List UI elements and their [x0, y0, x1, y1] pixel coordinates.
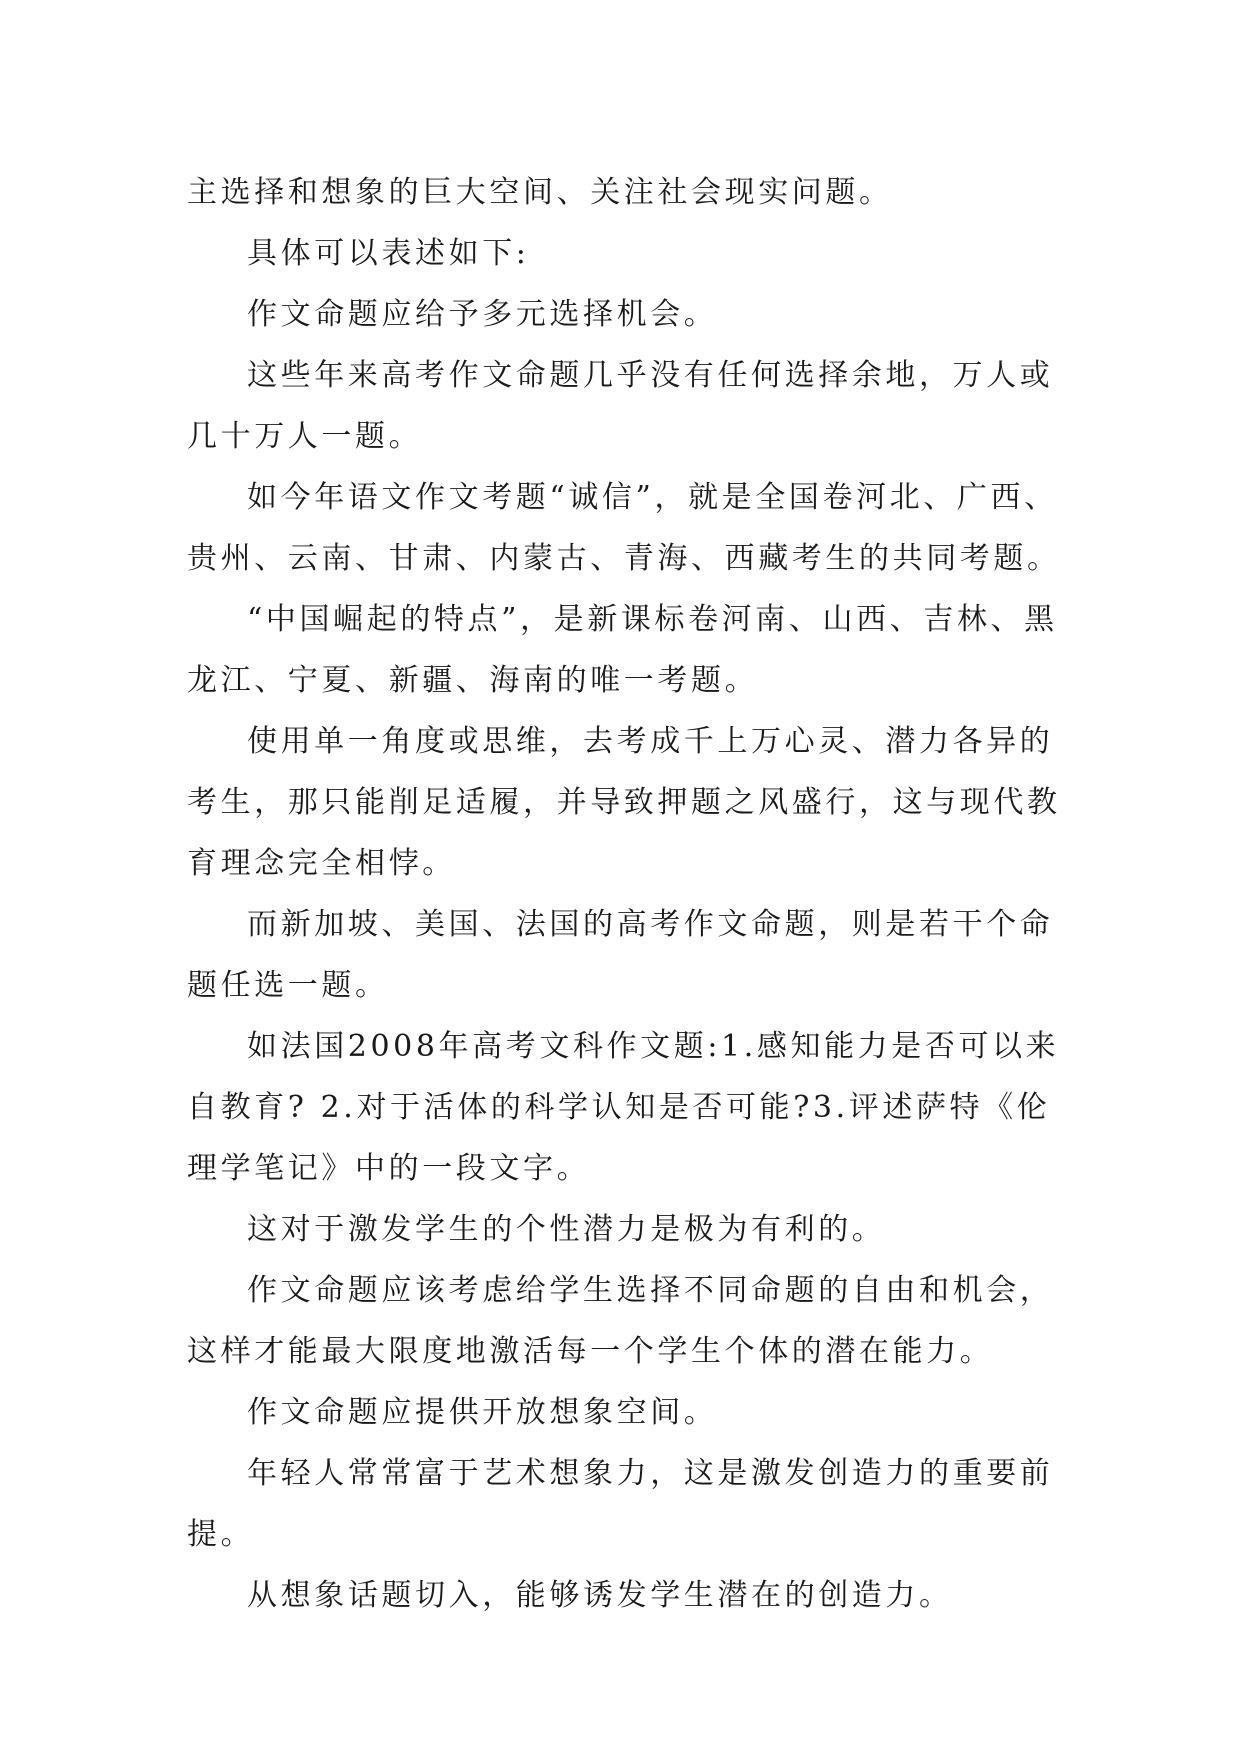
paragraph: 年轻人常常富于艺术想象力，这是激发创造力的重要前提。	[187, 1456, 1054, 1552]
document-body	[187, 162, 1067, 1626]
paragraph: 具体可以表述如下:	[247, 236, 530, 271]
paragraph: 作文命题应该考虑给学生选择不同命题的自由和机会，这样才能最大限度地激活每一个学生个体的潜在能力。	[187, 1273, 1054, 1369]
paragraph: 使用单一角度或思维，去考成千上万心灵、潜力各异的考生，那只能削足适履，并导致押题之风盛行，这与现代教育理念完全相悖。	[187, 724, 1061, 881]
paragraph: 这对于激发学生的个性潜力是极为有利的。	[247, 1212, 886, 1247]
paragraph: “中国崛起的特点”，是新课标卷河南、山西、吉林、黑龙江、宁夏、新疆、海南的唯一考题。	[187, 602, 1058, 698]
paragraph: 如今年语文作文考题“诚信”，就是全国卷河北、广西、贵州、云南、甘肃、内蒙古、青海、西藏考生的共同考题。	[187, 480, 1061, 576]
paragraph: 从想象话题切入，能够诱发学生潜在的创造力。	[247, 1578, 953, 1613]
paragraph: 这些年来高考作文命题几乎没有任何选择余地，万人或几十万人一题。	[187, 358, 1054, 454]
paragraph: 主选择和想象的巨大空间、关注社会现实问题。	[187, 175, 893, 210]
paragraph: 而新加坡、美国、法国的高考作文命题，则是若干个命题任选一题。	[187, 907, 1054, 1003]
paragraph: 作文命题应提供开放想象空间。	[247, 1395, 718, 1430]
paragraph: 作文命题应给予多元选择机会。	[247, 297, 718, 332]
paragraph: 如法国2008年高考文科作文题:1.感知能力是否可以来自教育? 2.对于活体的科学认知是否可能?3.评述萨特《伦理学笔记》中的一段文字。	[187, 1029, 1060, 1186]
